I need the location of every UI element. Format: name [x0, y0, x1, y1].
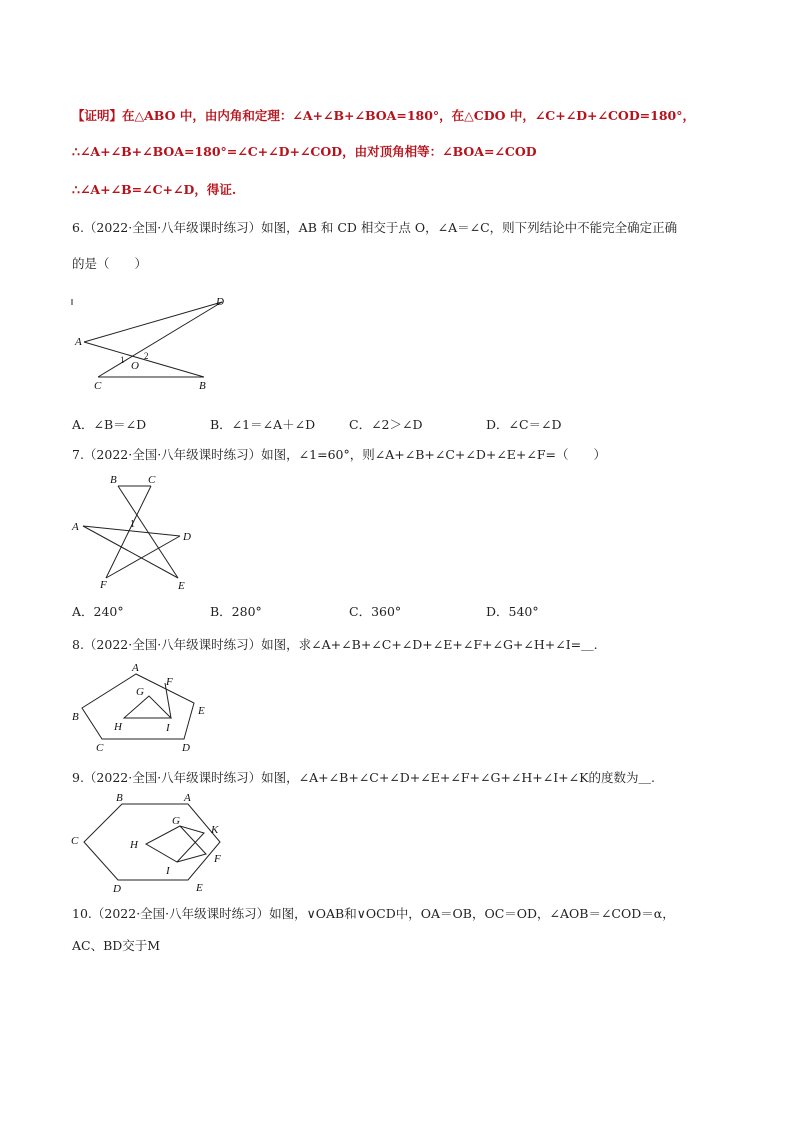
q6-option-c: C．∠2＞∠D [349, 417, 423, 432]
q8-label-c: C [96, 742, 104, 754]
q9-label-a: A [184, 792, 191, 804]
q8-figure [68, 658, 213, 758]
q9-label-i: I [166, 865, 170, 877]
q6-label-b: B [199, 380, 206, 392]
q9-label-k: K [211, 824, 219, 836]
q9-figure [68, 788, 238, 896]
q6-option-d: D．∠C＝∠D [486, 417, 562, 432]
q6-label-d: D [216, 296, 224, 308]
q7-label-d: D [183, 531, 191, 543]
q7-label-1: 1 [130, 519, 135, 530]
q6-label-o: O [131, 360, 139, 372]
q8-label-h: H [114, 721, 122, 733]
q9-label-e: E [196, 882, 203, 894]
proof-line-2: ∴∠A+∠B+∠BOA=180°=∠C+∠D+∠COD，由对顶角相等：∠BOA=∠COD [72, 144, 537, 159]
q7-figure [70, 470, 200, 595]
q7-label-b: B [110, 474, 117, 486]
q6-label-c: C [94, 380, 102, 392]
proof-line-3: ∴∠A+∠B=∠C+∠D，得证. [72, 182, 237, 197]
q7-segment-ae [83, 526, 178, 578]
q7-segment-be [118, 486, 178, 578]
q7-label-c: C [148, 474, 156, 486]
q9-label-c: C [71, 835, 79, 847]
q7-segment-df [106, 536, 180, 578]
q9-label-g: G [172, 815, 180, 827]
q6-label-1: 1 [120, 355, 125, 365]
q7-label-f: F [100, 579, 107, 591]
q7-stem: 7.（2022·全国·八年级课时练习）如图，∠1=60°，则∠A+∠B+∠C+∠D+∠E+∠F=（ ） [72, 447, 607, 462]
q7-option-c: C．360° [349, 604, 402, 619]
proof-line-1: 【证明】在△ABO 中，由内角和定理：∠A+∠B+∠BOA=180°，在△CDO 中，∠C+∠D+∠COD=180°， [72, 108, 695, 123]
q9-hexagon [84, 804, 220, 880]
q7-option-b: B．280° [210, 604, 262, 619]
q6-segment-ad [84, 302, 222, 342]
q7-option-a: A．240° [72, 604, 124, 619]
q9-label-f: F [214, 853, 221, 865]
q9-stem: 9.（2022·全国·八年级课时练习）如图，∠A+∠B+∠C+∠D+∠E+∠F+∠G+∠H+∠I+∠K的度数为＿. [72, 770, 655, 785]
q8-pentagon [82, 674, 194, 739]
q7-label-e: E [178, 580, 185, 592]
q6-option-a: A．∠B＝∠D [72, 417, 147, 432]
q6-stem-line-1: 6.（2022·全国·八年级课时练习）如图，AB 和 CD 相交于点 O，∠A＝∠C，则下列结论中不能完全确定正确 [72, 220, 678, 235]
q8-label-i: I [166, 722, 170, 734]
q6-label-2: 2 [144, 351, 149, 361]
q7-label-a: A [72, 521, 79, 533]
q8-triangle-ghi [124, 696, 171, 718]
q7-option-d: D．540° [486, 604, 539, 619]
q8-label-d: D [182, 742, 190, 754]
q6-option-b: B．∠1＝∠A＋∠D [210, 417, 316, 432]
q9-label-b: B [116, 792, 123, 804]
q6-figure [70, 296, 240, 391]
q6-segment-cd [98, 302, 222, 377]
q6-label-a: A [75, 336, 82, 348]
q8-label-a: A [132, 662, 139, 674]
q9-label-h: H [130, 839, 138, 851]
q8-stem: 8.（2022·全国·八年级课时练习）如图，求∠A+∠B+∠C+∠D+∠E+∠F+∠G+∠H+∠I=＿. [72, 637, 598, 652]
q10-stem-line-1: 10.（2022·全国·八年级课时练习）如图，∨OAB和∨OCD中，OA＝OB，OC＝OD，∠AOB＝∠COD＝α， [72, 906, 675, 921]
q8-label-f: F [166, 676, 173, 688]
q10-stem-line-2: AC、BD交于M [72, 938, 161, 953]
q8-label-b: B [72, 711, 79, 723]
q9-label-d: D [113, 883, 121, 895]
q6-stem-line-2: 的是（ ） [72, 256, 148, 271]
q8-label-g: G [136, 686, 144, 698]
q8-label-e: E [198, 705, 205, 717]
